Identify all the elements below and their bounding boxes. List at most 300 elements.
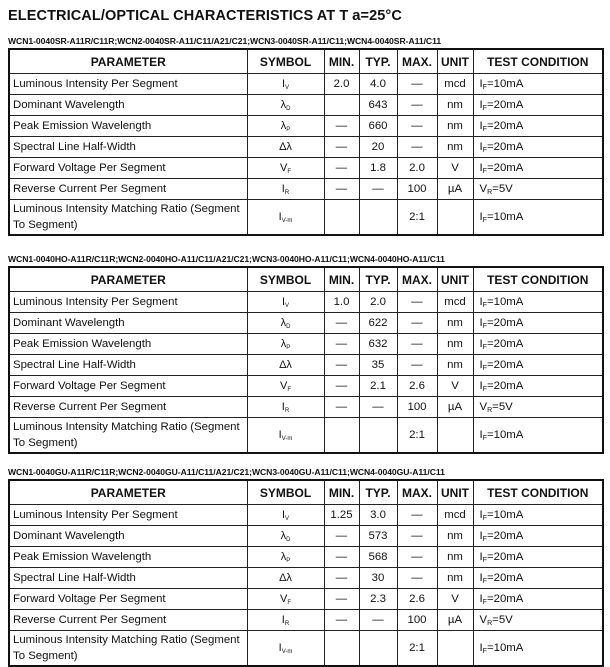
symbol-cell [247, 376, 324, 397]
condition-subscript: F [482, 434, 487, 442]
spec-table [8, 479, 604, 667]
min-cell [324, 95, 359, 116]
parameter-cell: Luminous Intensity Per Segment [9, 292, 247, 313]
symbol-cell [247, 631, 324, 667]
condition-subscript: F [482, 125, 487, 133]
parameter-cell: Luminous Intensity Matching Ratio (Segment To Segment) [9, 200, 247, 236]
column-header: SYMBOL [247, 267, 324, 292]
min-cell: 2.0 [324, 74, 359, 95]
typ-cell: 568 [359, 547, 397, 568]
unit-cell: nm [437, 526, 473, 547]
table-row [9, 95, 603, 116]
condition-var: V [479, 613, 488, 626]
parameter-cell: Spectral Line Half-Width [9, 568, 247, 589]
column-header: MIN. [324, 49, 359, 74]
symbol-cell [247, 116, 324, 137]
unit-cell: µA [437, 397, 473, 418]
symbol-text: I [278, 210, 282, 223]
typ-cell: 2.1 [359, 376, 397, 397]
min-cell: — [324, 526, 359, 547]
min-cell: 1.0 [324, 292, 359, 313]
symbol-text: Δλ [279, 358, 292, 371]
min-cell: — [324, 589, 359, 610]
typ-cell [359, 631, 397, 667]
symbol-cell [247, 200, 324, 236]
condition-var: I [479, 529, 483, 542]
condition-cell [473, 376, 603, 397]
condition-subscript: F [482, 577, 487, 585]
parameter-cell: Peak Emission Wavelength [9, 334, 247, 355]
max-cell: 2.6 [397, 589, 437, 610]
parameter-cell: Peak Emission Wavelength [9, 547, 247, 568]
unit-cell: V [437, 589, 473, 610]
table-row [9, 526, 603, 547]
condition-cell [473, 116, 603, 137]
symbol-text: Δλ [279, 571, 292, 584]
condition-subscript: F [482, 104, 487, 112]
unit-cell: µA [437, 179, 473, 200]
unit-cell: nm [437, 568, 473, 589]
max-cell: — [397, 292, 437, 313]
condition-subscript: F [482, 146, 487, 154]
header-row [9, 267, 603, 292]
symbol-subscript: D [286, 105, 291, 112]
max-cell: — [397, 355, 437, 376]
unit-cell: V [437, 376, 473, 397]
max-cell: — [397, 137, 437, 158]
unit-cell: nm [437, 116, 473, 137]
condition-var: I [479, 571, 483, 584]
table-row [9, 74, 603, 95]
column-header: TYP. [359, 49, 397, 74]
condition-value: =20mA [486, 592, 524, 605]
parameter-cell: Reverse Current Per Segment [9, 179, 247, 200]
symbol-text: λ [280, 316, 287, 329]
column-header: TYP. [359, 480, 397, 505]
condition-var: I [479, 379, 483, 392]
max-cell: 2:1 [397, 418, 437, 454]
symbol-text: λ [280, 529, 287, 542]
max-cell: — [397, 95, 437, 116]
symbol-subscript: F [287, 168, 291, 175]
unit-cell: V [437, 158, 473, 179]
symbol-subscript: V [285, 515, 290, 522]
condition-cell [473, 74, 603, 95]
unit-cell: nm [437, 547, 473, 568]
column-header: TEST CONDITION [473, 267, 603, 292]
unit-cell: mcd [437, 292, 473, 313]
condition-cell [473, 334, 603, 355]
typ-cell: 622 [359, 313, 397, 334]
condition-subscript: R [487, 406, 493, 414]
unit-cell [437, 200, 473, 236]
typ-cell: 643 [359, 95, 397, 116]
typ-cell: 1.8 [359, 158, 397, 179]
table-row [9, 137, 603, 158]
symbol-text: I [278, 641, 282, 654]
header-row [9, 480, 603, 505]
parameter-cell: Forward Voltage Per Segment [9, 589, 247, 610]
table-row [9, 334, 603, 355]
column-header: UNIT [437, 267, 473, 292]
column-header: SYMBOL [247, 480, 324, 505]
symbol-text: λ [280, 337, 287, 350]
symbol-text: I [281, 295, 286, 308]
condition-var: I [479, 295, 483, 308]
condition-var: I [479, 140, 483, 153]
min-cell: — [324, 137, 359, 158]
symbol-cell [247, 74, 324, 95]
unit-cell: mcd [437, 74, 473, 95]
symbol-cell [247, 137, 324, 158]
max-cell: 2.6 [397, 376, 437, 397]
condition-value: =10mA [486, 295, 524, 308]
condition-var: I [479, 358, 483, 371]
symbol-subscript: V-m [281, 217, 293, 224]
symbol-subscript: R [284, 620, 290, 627]
condition-cell [473, 397, 603, 418]
column-header: UNIT [437, 480, 473, 505]
symbol-cell [247, 397, 324, 418]
min-cell [324, 631, 359, 667]
spec-block-3 [8, 465, 602, 667]
condition-cell [473, 313, 603, 334]
condition-value: =10mA [486, 77, 524, 90]
condition-cell [473, 568, 603, 589]
parameter-cell: Spectral Line Half-Width [9, 355, 247, 376]
condition-cell [473, 200, 603, 236]
column-header: TEST CONDITION [473, 480, 603, 505]
parameter-cell: Luminous Intensity Matching Ratio (Segment To Segment) [9, 418, 247, 454]
parameter-cell: Spectral Line Half-Width [9, 137, 247, 158]
symbol-subscript: P [286, 344, 291, 351]
min-cell [324, 200, 359, 236]
symbol-cell [247, 589, 324, 610]
max-cell: 2:1 [397, 200, 437, 236]
condition-subscript: F [482, 385, 487, 393]
max-cell: 100 [397, 397, 437, 418]
condition-subscript: F [482, 364, 487, 372]
table-row [9, 418, 603, 454]
min-cell: — [324, 376, 359, 397]
symbol-subscript: P [286, 557, 291, 564]
condition-var: I [479, 641, 483, 654]
table-row [9, 179, 603, 200]
symbol-cell [247, 505, 324, 526]
typ-cell: — [359, 179, 397, 200]
condition-value: =20mA [486, 379, 524, 392]
symbol-text: λ [280, 550, 287, 563]
typ-cell: 660 [359, 116, 397, 137]
typ-cell: 573 [359, 526, 397, 547]
symbol-cell [247, 179, 324, 200]
condition-subscript: F [482, 167, 487, 175]
symbol-cell [247, 610, 324, 631]
max-cell: — [397, 334, 437, 355]
table-row [9, 292, 603, 313]
model-list: WCN1-0040SR-A11R/C11R;WCN2-0040SR-A11/C11/A21/C21;WCN3-0040SR-A11/C11;WCN4-0040SR-A11/C11 [8, 36, 442, 46]
symbol-subscript: V-m [281, 648, 293, 655]
condition-cell [473, 158, 603, 179]
symbol-text: I [281, 508, 286, 521]
symbol-text: I [278, 428, 282, 441]
column-header: MIN. [324, 480, 359, 505]
condition-value: =10mA [486, 508, 524, 521]
condition-subscript: F [482, 301, 487, 309]
column-header: UNIT [437, 49, 473, 74]
condition-var: I [479, 77, 483, 90]
table-row [9, 397, 603, 418]
condition-var: I [479, 98, 483, 111]
max-cell: — [397, 547, 437, 568]
table-row [9, 547, 603, 568]
unit-cell: nm [437, 95, 473, 116]
parameter-cell: Dominant Wavelength [9, 313, 247, 334]
parameter-cell: Luminous Intensity Per Segment [9, 74, 247, 95]
condition-value: =5V [492, 182, 513, 195]
condition-subscript: F [482, 343, 487, 351]
min-cell: — [324, 334, 359, 355]
table-row [9, 631, 603, 667]
page-title [8, 7, 402, 24]
symbol-text: V [279, 161, 288, 174]
condition-value: =5V [492, 613, 513, 626]
table-row [9, 158, 603, 179]
condition-subscript: F [482, 216, 487, 224]
max-cell: — [397, 116, 437, 137]
symbol-cell [247, 568, 324, 589]
model-list: WCN1-0040HO-A11R/C11R;WCN2-0040HO-A11/C11/A21/C21;WCN3-0040HO-A11/C11;WCN4-0040HO-A11/C11 [8, 254, 445, 264]
condition-subscript: F [482, 322, 487, 330]
condition-var: I [479, 337, 483, 350]
typ-cell: 3.0 [359, 505, 397, 526]
symbol-cell [247, 313, 324, 334]
symbol-cell [247, 547, 324, 568]
column-header: MAX. [397, 49, 437, 74]
min-cell: — [324, 568, 359, 589]
column-header: SYMBOL [247, 49, 324, 74]
column-header: MIN. [324, 267, 359, 292]
symbol-subscript: R [284, 189, 290, 196]
typ-cell: 20 [359, 137, 397, 158]
column-header: PARAMETER [9, 267, 247, 292]
unit-cell [437, 418, 473, 454]
title-tail: =25°C [360, 8, 402, 24]
condition-var: I [479, 592, 483, 605]
min-cell: — [324, 313, 359, 334]
condition-cell [473, 179, 603, 200]
parameter-cell: Forward Voltage Per Segment [9, 376, 247, 397]
title-subscript: a [352, 7, 361, 24]
condition-value: =20mA [486, 550, 524, 563]
parameter-cell: Luminous Intensity Per Segment [9, 505, 247, 526]
condition-var: I [479, 119, 483, 132]
symbol-text: I [281, 613, 285, 626]
symbol-cell [247, 95, 324, 116]
min-cell: — [324, 158, 359, 179]
condition-value: =20mA [486, 98, 524, 111]
parameter-cell: Dominant Wavelength [9, 526, 247, 547]
condition-value: =10mA [486, 641, 524, 654]
condition-cell [473, 589, 603, 610]
condition-var: I [479, 508, 483, 521]
condition-var: V [479, 182, 488, 195]
unit-cell: mcd [437, 505, 473, 526]
symbol-cell [247, 158, 324, 179]
max-cell: — [397, 568, 437, 589]
condition-cell [473, 95, 603, 116]
title-main: ELECTRICAL/OPTICAL CHARACTERISTICS AT T [8, 8, 349, 24]
condition-cell [473, 137, 603, 158]
condition-var: I [479, 161, 483, 174]
condition-cell [473, 505, 603, 526]
condition-subscript: F [482, 83, 487, 91]
unit-cell: µA [437, 610, 473, 631]
symbol-text: λ [280, 119, 287, 132]
max-cell: 100 [397, 610, 437, 631]
min-cell: — [324, 116, 359, 137]
symbol-cell [247, 526, 324, 547]
min-cell: — [324, 397, 359, 418]
symbol-text: Δλ [279, 140, 292, 153]
typ-cell: 632 [359, 334, 397, 355]
header-row [9, 49, 603, 74]
parameter-cell: Reverse Current Per Segment [9, 397, 247, 418]
condition-subscript: F [482, 556, 487, 564]
condition-value: =20mA [486, 140, 524, 153]
condition-var: I [479, 550, 483, 563]
parameter-cell: Luminous Intensity Matching Ratio (Segment To Segment) [9, 631, 247, 667]
typ-cell [359, 200, 397, 236]
unit-cell: nm [437, 313, 473, 334]
table-row [9, 610, 603, 631]
condition-var: I [479, 210, 483, 223]
condition-value: =20mA [486, 571, 524, 584]
typ-cell: 35 [359, 355, 397, 376]
spec-block-1 [8, 34, 602, 236]
table-row [9, 116, 603, 137]
min-cell: 1.25 [324, 505, 359, 526]
spec-table [8, 266, 604, 454]
condition-value: =20mA [486, 529, 524, 542]
column-header: PARAMETER [9, 480, 247, 505]
max-cell: 2:1 [397, 631, 437, 667]
max-cell: — [397, 74, 437, 95]
symbol-cell [247, 292, 324, 313]
spec-table [8, 48, 604, 236]
symbol-text: V [279, 592, 288, 605]
condition-value: =10mA [486, 428, 524, 441]
condition-subscript: F [482, 598, 487, 606]
condition-cell [473, 355, 603, 376]
symbol-subscript: V-m [281, 435, 293, 442]
symbol-cell [247, 355, 324, 376]
symbol-subscript: D [286, 323, 291, 330]
condition-subscript: R [487, 188, 493, 196]
condition-cell [473, 631, 603, 667]
table-row [9, 313, 603, 334]
min-cell [324, 418, 359, 454]
symbol-text: I [281, 400, 285, 413]
column-header: MAX. [397, 267, 437, 292]
min-cell: — [324, 610, 359, 631]
symbol-subscript: D [286, 536, 291, 543]
condition-var: V [479, 400, 488, 413]
condition-subscript: R [487, 619, 493, 627]
table-row [9, 355, 603, 376]
parameter-cell: Reverse Current Per Segment [9, 610, 247, 631]
typ-cell: 30 [359, 568, 397, 589]
symbol-subscript: P [286, 126, 291, 133]
condition-value: =20mA [486, 316, 524, 329]
symbol-text: I [281, 77, 286, 90]
parameter-cell: Dominant Wavelength [9, 95, 247, 116]
condition-cell [473, 610, 603, 631]
typ-cell: — [359, 610, 397, 631]
model-list: WCN1-0040GU-A11R/C11R;WCN2-0040GU-A11/C11/A21/C21;WCN3-0040GU-A11/C11;WCN4-0040GU-A11/C11 [8, 467, 445, 477]
condition-cell [473, 418, 603, 454]
unit-cell: nm [437, 355, 473, 376]
condition-value: =10mA [486, 210, 524, 223]
symbol-text: I [281, 182, 285, 195]
symbol-subscript: V [285, 84, 290, 91]
unit-cell: nm [437, 137, 473, 158]
condition-cell [473, 292, 603, 313]
column-header: MAX. [397, 480, 437, 505]
condition-value: =20mA [486, 119, 524, 132]
table-row [9, 589, 603, 610]
parameter-cell: Peak Emission Wavelength [9, 116, 247, 137]
min-cell: — [324, 355, 359, 376]
typ-cell: — [359, 397, 397, 418]
table-row [9, 505, 603, 526]
symbol-subscript: V [285, 302, 290, 309]
max-cell: — [397, 313, 437, 334]
condition-value: =5V [492, 400, 513, 413]
symbol-subscript: F [287, 599, 291, 606]
condition-cell [473, 547, 603, 568]
min-cell: — [324, 179, 359, 200]
symbol-cell [247, 334, 324, 355]
table-row [9, 376, 603, 397]
min-cell: — [324, 547, 359, 568]
column-header: TEST CONDITION [473, 49, 603, 74]
symbol-subscript: R [284, 407, 290, 414]
condition-value: =20mA [486, 358, 524, 371]
symbol-text: λ [280, 98, 287, 111]
condition-subscript: F [482, 514, 487, 522]
condition-cell [473, 526, 603, 547]
condition-subscript: F [482, 647, 487, 655]
typ-cell [359, 418, 397, 454]
max-cell: — [397, 526, 437, 547]
table-row [9, 568, 603, 589]
typ-cell: 2.0 [359, 292, 397, 313]
symbol-subscript: F [287, 386, 291, 393]
condition-var: I [479, 316, 483, 329]
max-cell: 2.0 [397, 158, 437, 179]
max-cell: — [397, 505, 437, 526]
parameter-cell: Forward Voltage Per Segment [9, 158, 247, 179]
column-header: PARAMETER [9, 49, 247, 74]
typ-cell: 4.0 [359, 74, 397, 95]
condition-subscript: F [482, 535, 487, 543]
unit-cell: nm [437, 334, 473, 355]
unit-cell [437, 631, 473, 667]
column-header: TYP. [359, 267, 397, 292]
max-cell: 100 [397, 179, 437, 200]
condition-value: =20mA [486, 161, 524, 174]
